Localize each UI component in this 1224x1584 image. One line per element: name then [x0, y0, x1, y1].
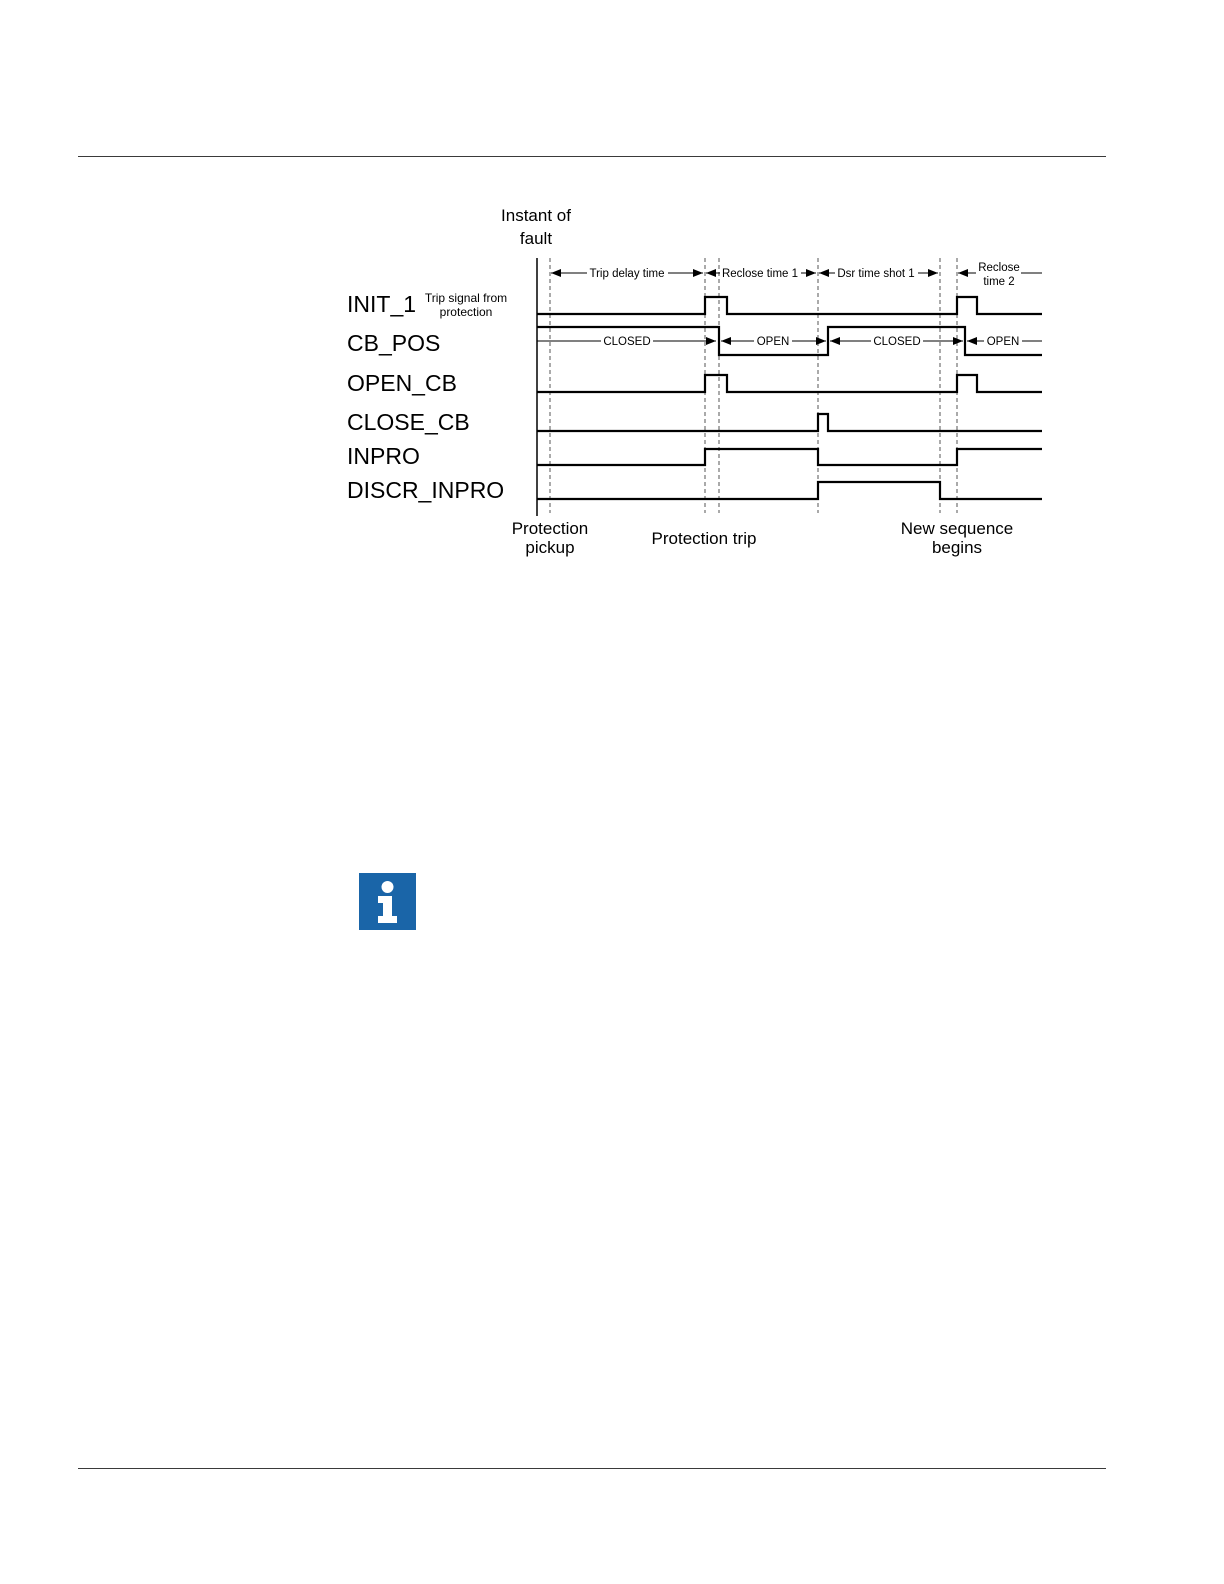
svg-text:CLOSED: CLOSED [603, 336, 651, 348]
waveform-open-cb [537, 375, 1042, 392]
waveform-inpro [537, 449, 1042, 465]
waveform-init-1 [537, 297, 1042, 314]
signal-label-discr-inpro: DISCR_INPRO [347, 477, 505, 503]
fault-label: fault [519, 229, 553, 248]
waveform-discr-inpro [537, 482, 1042, 499]
svg-text:Reclose time 1: Reclose time 1 [721, 268, 799, 280]
signal-label-close-cb: CLOSE_CB [347, 409, 470, 435]
interval-trip-delay [551, 265, 703, 280]
reclose-timing-diagram [330, 195, 1060, 570]
fault-label: Instant of [501, 206, 571, 225]
waveform-cb-pos [537, 327, 1042, 355]
info-icon [359, 873, 416, 930]
signal-label-init-1: INIT_1 [347, 291, 417, 317]
interval-reclose-2 [958, 262, 1042, 288]
signal-label-cb-pos: CB_POS [347, 330, 441, 356]
waveform-close-cb [537, 414, 1042, 431]
event-label-pickup: pickup [525, 538, 575, 557]
signal-label-inpro: INPRO [347, 443, 420, 469]
svg-text:OPEN: OPEN [986, 336, 1020, 348]
event-label-trip: Protection trip [651, 529, 757, 548]
svg-text:Trip delay time: Trip delay time [589, 268, 665, 280]
svg-text:CLOSED: CLOSED [873, 336, 921, 348]
svg-text:Reclose: Reclose [978, 262, 1020, 274]
event-label-new-sequence: begins [931, 538, 983, 557]
init-note: protection [439, 305, 493, 319]
signal-label-open-cb: OPEN_CB [347, 370, 457, 396]
footer-rule [78, 1468, 1106, 1469]
svg-text:time 2: time 2 [983, 276, 1015, 288]
svg-text:Dsr time shot 1: Dsr time shot 1 [837, 268, 915, 280]
init-note: Trip signal from [424, 291, 508, 305]
header-rule [78, 156, 1106, 157]
interval-reclose-1 [706, 265, 816, 280]
interval-dsr-shot-1 [819, 265, 938, 280]
event-label-new-sequence: New sequence [900, 519, 1014, 538]
event-label-pickup: Protection [511, 519, 589, 538]
svg-text:OPEN: OPEN [756, 336, 790, 348]
